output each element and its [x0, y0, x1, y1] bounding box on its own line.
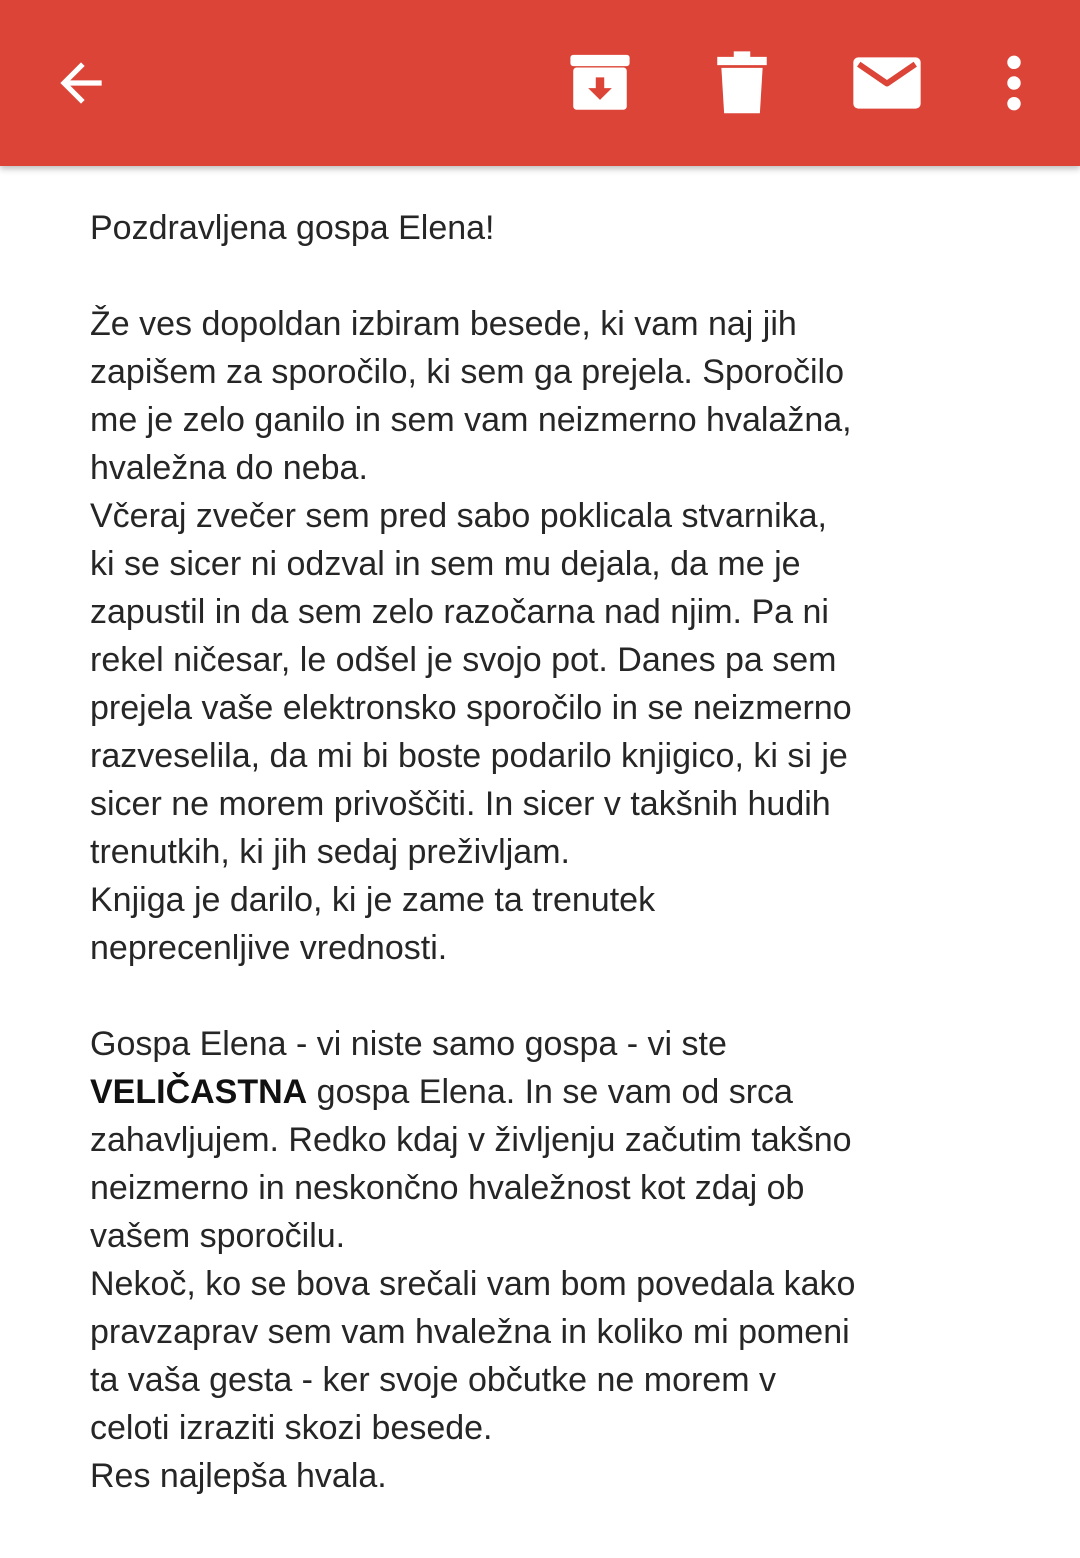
app-toolbar: [0, 0, 1080, 166]
email-line: prejela vaše elektronsko sporočilo in se neizmerno: [90, 689, 852, 727]
email-line: me je zelo ganilo in sem vam neizmerno hvalažna,: [90, 401, 852, 439]
back-arrow-icon[interactable]: [50, 52, 112, 114]
email-greeting: Pozdravljena gospa Elena!: [90, 209, 495, 247]
emphasis-text: VELIČASTNA: [90, 1073, 308, 1111]
email-line: razveselila, da mi bi boste podarilo knjigico, ki si je: [90, 737, 848, 775]
mail-icon[interactable]: [852, 56, 922, 110]
email-line: Včeraj zvečer sem pred sabo poklicala stvarnika,: [90, 497, 827, 535]
email-line: zahavljujem. Redko kdaj v življenju začutim takšno: [90, 1121, 852, 1159]
email-line: rekel ničesar, le odšel je svojo pot. Danes pa sem: [90, 641, 837, 679]
email-paragraph-2: [90, 1020, 1040, 1500]
email-line: neprecenljive vrednosti.: [90, 929, 448, 967]
email-line: pravzaprav sem vam hvaležna in koliko mi pomeni: [90, 1313, 850, 1351]
email-line: Že ves dopoldan izbiram besede, ki vam naj jih: [90, 305, 797, 343]
email-line: hvaležna do neba.: [90, 449, 368, 487]
archive-icon[interactable]: [566, 52, 634, 114]
email-line: neizmerno in neskončno hvaležnost kot zdaj ob: [90, 1169, 805, 1207]
email-line-rest: gospa Elena. In se vam od srca: [307, 1073, 793, 1111]
more-vert-icon[interactable]: [996, 52, 1032, 114]
email-line: zapišem za sporočilo, ki sem ga prejela. Sporočilo: [90, 353, 845, 391]
email-line: celoti izraziti skozi besede.: [90, 1409, 493, 1447]
email-line: ki se sicer ni odzval in sem mu dejala, da me je: [90, 545, 801, 583]
email-line: zapustil in da sem zelo razočarna nad njim. Pa ni: [90, 593, 829, 631]
email-line: Nekoč, ko se bova srečali vam bom povedala kako: [90, 1265, 856, 1303]
delete-icon[interactable]: [714, 50, 770, 116]
email-body: [90, 204, 1040, 1500]
email-line: vašem sporočilu.: [90, 1217, 346, 1255]
email-line-with-emphasis: [90, 1068, 1040, 1116]
paragraph-gap: [90, 972, 1040, 1020]
email-line: trenutkih, ki jih sedaj preživljam.: [90, 833, 570, 871]
email-line: Res najlepša hvala.: [90, 1457, 387, 1495]
email-paragraph-1: [90, 300, 1040, 972]
email-line: sicer ne morem privoščiti. In sicer v takšnih hudih: [90, 785, 831, 823]
email-line: Knjiga je darilo, ki je zame ta trenutek: [90, 881, 656, 919]
email-line: ta vaša gesta - ker svoje občutke ne morem v: [90, 1361, 776, 1399]
paragraph-gap: [90, 252, 1040, 300]
email-line: Gospa Elena - vi niste samo gospa - vi ste: [90, 1025, 727, 1063]
